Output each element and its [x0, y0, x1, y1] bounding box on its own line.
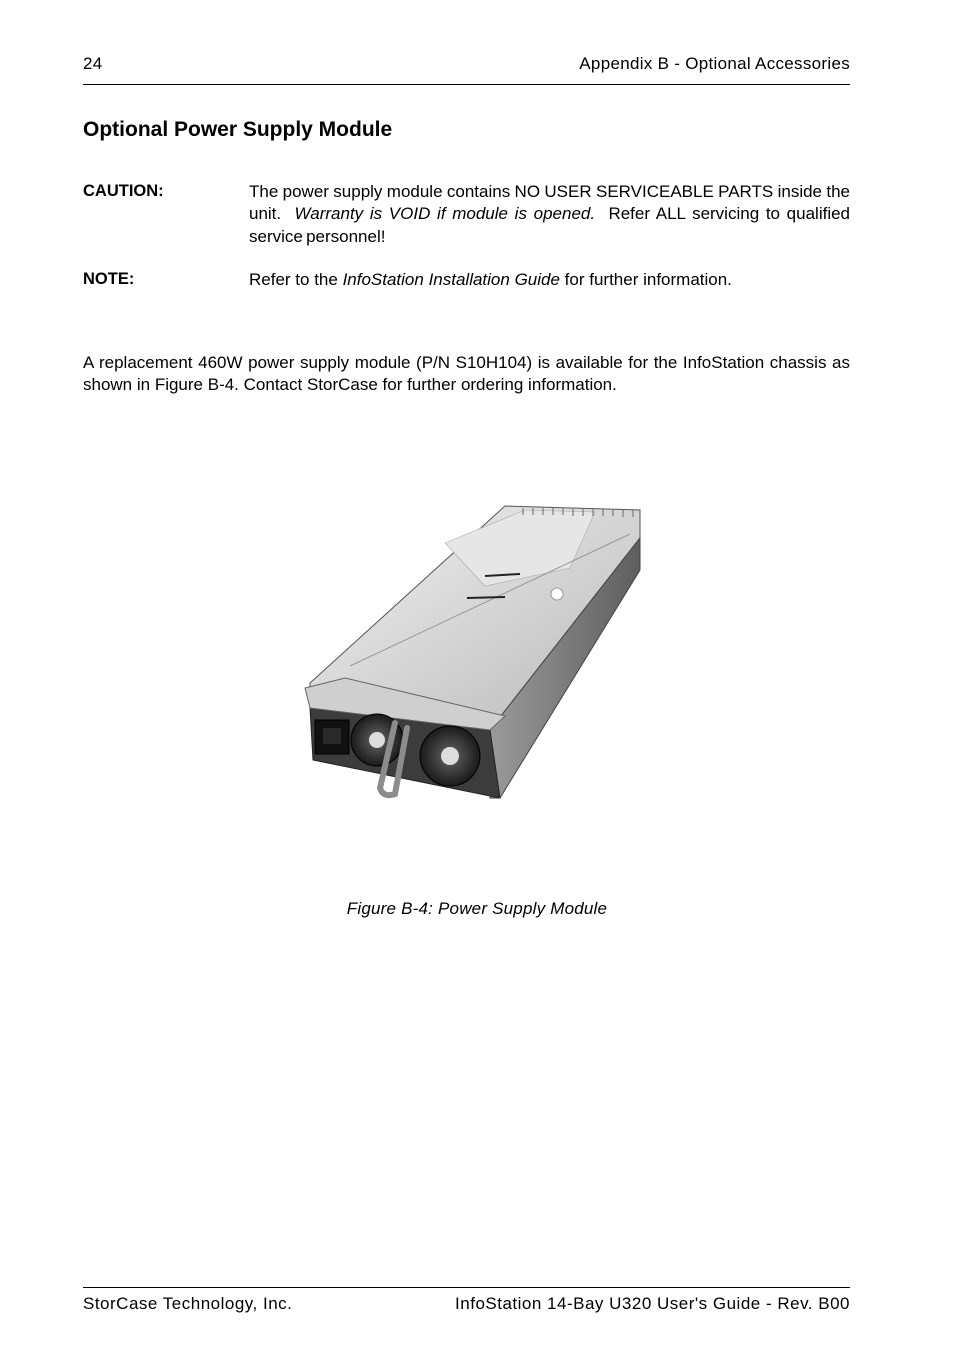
note-text: [249, 269, 850, 291]
section-title: Optional Power Supply Module: [83, 118, 393, 141]
footer-company: StorCase Technology, Inc.: [83, 1294, 293, 1313]
header-rule: [83, 84, 850, 85]
figure-caption: Figure B-4: Power Supply Module: [346, 899, 608, 918]
running-header: Appendix B - Optional Accessories: [579, 54, 850, 73]
caution-label: CAUTION:: [83, 182, 164, 200]
power-supply-image: [295, 498, 645, 810]
caution-text-1: The power supply module contains NO USER SERVICEABLE PARTS inside the unit.: [249, 182, 850, 224]
note-text-1: Refer to the: [249, 270, 338, 289]
caution-text: [249, 181, 850, 248]
caution-warranty: Warranty is VOID if module is opened.: [294, 204, 596, 224]
page-number: 24: [83, 54, 103, 73]
footer-rule: [83, 1287, 850, 1288]
note-text-2: for further information.: [564, 270, 732, 289]
footer-document: InfoStation 14-Bay U320 User's Guide - Rev. B00: [455, 1294, 850, 1313]
note-label: NOTE:: [83, 270, 135, 288]
body-paragraph: A replacement 460W power supply module (P/N S10H104) is available for the InfoStation chassis as shown in Figure B-4. Contact StorCase for further ordering information.: [83, 353, 850, 395]
caution-text-2: Refer ALL servicing to qualified service personnel!: [249, 204, 851, 246]
note-guide-title: InfoStation Installation Guide: [342, 270, 560, 289]
